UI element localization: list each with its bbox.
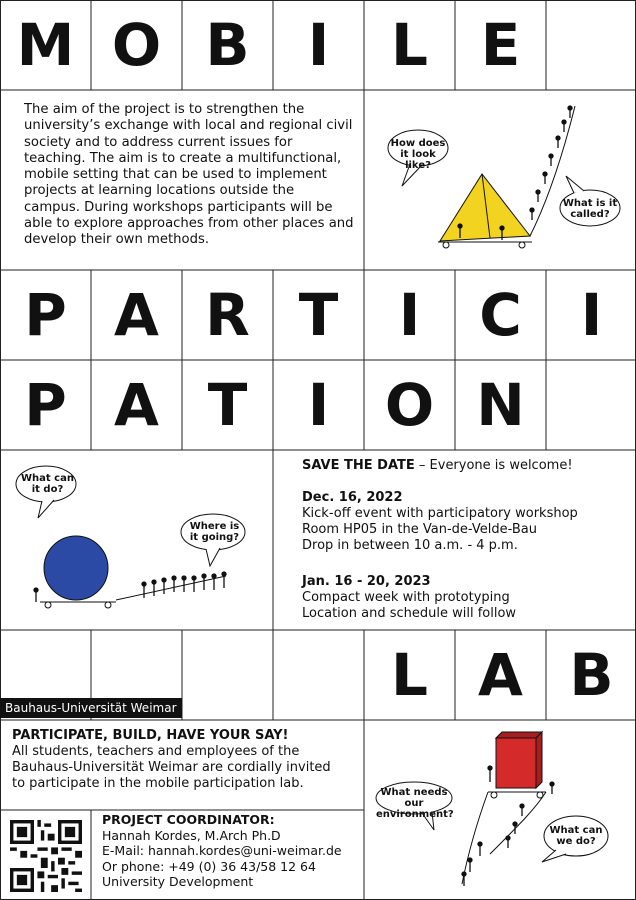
letter-n: N [476,371,525,439]
coordinator-dept: University Development [102,874,254,889]
date2-line2: Location and schedule will follow [302,606,517,621]
letter-l: L [391,641,428,709]
coordinator-phone: Or phone: +49 (0) 36 43/58 12 64 [102,858,316,874]
participate-heading: PARTICIPATE, BUILD, HAVE YOUR SAY! [12,728,289,743]
bubble-what-needs: What needs our environment? [376,787,454,820]
letter-i: I [307,371,330,439]
letter-b: B [569,641,614,709]
letter-b: B [205,11,250,79]
letter-o: O [111,11,162,79]
letter-t: T [298,281,339,349]
intro-text: The aim of the project is to strengthen the university’s exchange with local and regional civil society and to address current issues for teaching. The aim is to create a multifunctional, mobile setting that can be used to implement projects at learning locations outside the campus. During workshops participants will be able to explore approaches from other places and develop their own methods. [24,102,354,248]
letter-i: I [580,281,603,349]
letter-p: P [24,371,67,439]
letter-o: O [384,371,435,439]
university-label: Bauhaus-Universität Weimar [0,698,182,718]
date2-line1: Compact week with prototyping [302,590,510,605]
letter-l: L [391,11,428,79]
bubble-what-called: What is it called? [562,198,618,220]
letter-i: I [307,11,330,79]
coordinator-email: E-Mail: hannah.kordes@uni-weimar.de [102,843,342,858]
qr-code-icon [10,820,82,892]
participate-block [12,728,360,792]
save-heading-rest: – Everyone is welcome! [414,458,573,473]
bubble-what-do: What can it do? [21,473,74,495]
letter-m: M [16,11,75,79]
date2-block [302,574,632,622]
coordinator-block [102,812,364,890]
date2-title: Jan. 16 - 20, 2023 [302,574,431,589]
date1-line3: Drop in between 10 a.m. - 4 p.m. [302,538,518,553]
letter-i: I [398,281,421,349]
letter-a: A [114,371,159,439]
letter-t: T [207,371,248,439]
date1-line2: Room HP05 in the Van-de-Velde-Bau [302,522,537,537]
date1-line1: Kick-off event with participatory workshop [302,506,578,521]
bubble-how-look: How does it look like? [390,138,446,171]
letter-c: C [479,281,522,349]
coordinator-heading: PROJECT COORDINATOR: [102,812,275,827]
letter-e: E [480,11,521,79]
save-the-date [302,458,632,474]
participate-line1: All students, teachers and employees of the [12,744,300,759]
date1-title: Dec. 16, 2022 [302,490,403,505]
letter-a: A [478,641,523,709]
participate-line3: to participate in the mobile participation lab. [12,776,304,791]
bubble-where-going: Where is it going? [189,521,240,543]
letter-a: A [114,281,159,349]
save-heading: SAVE THE DATE [302,458,415,473]
participate-line2: Bauhaus-Universität Weimar are cordially invited [12,760,331,775]
date1-block [302,490,632,554]
letter-r: R [205,281,250,349]
coordinator-name: Hannah Kordes, M.Arch Ph.D [102,827,281,843]
pyramid-illustration [370,96,632,268]
letter-p: P [24,281,67,349]
bubble-what-we-do: What can we do? [549,825,603,847]
